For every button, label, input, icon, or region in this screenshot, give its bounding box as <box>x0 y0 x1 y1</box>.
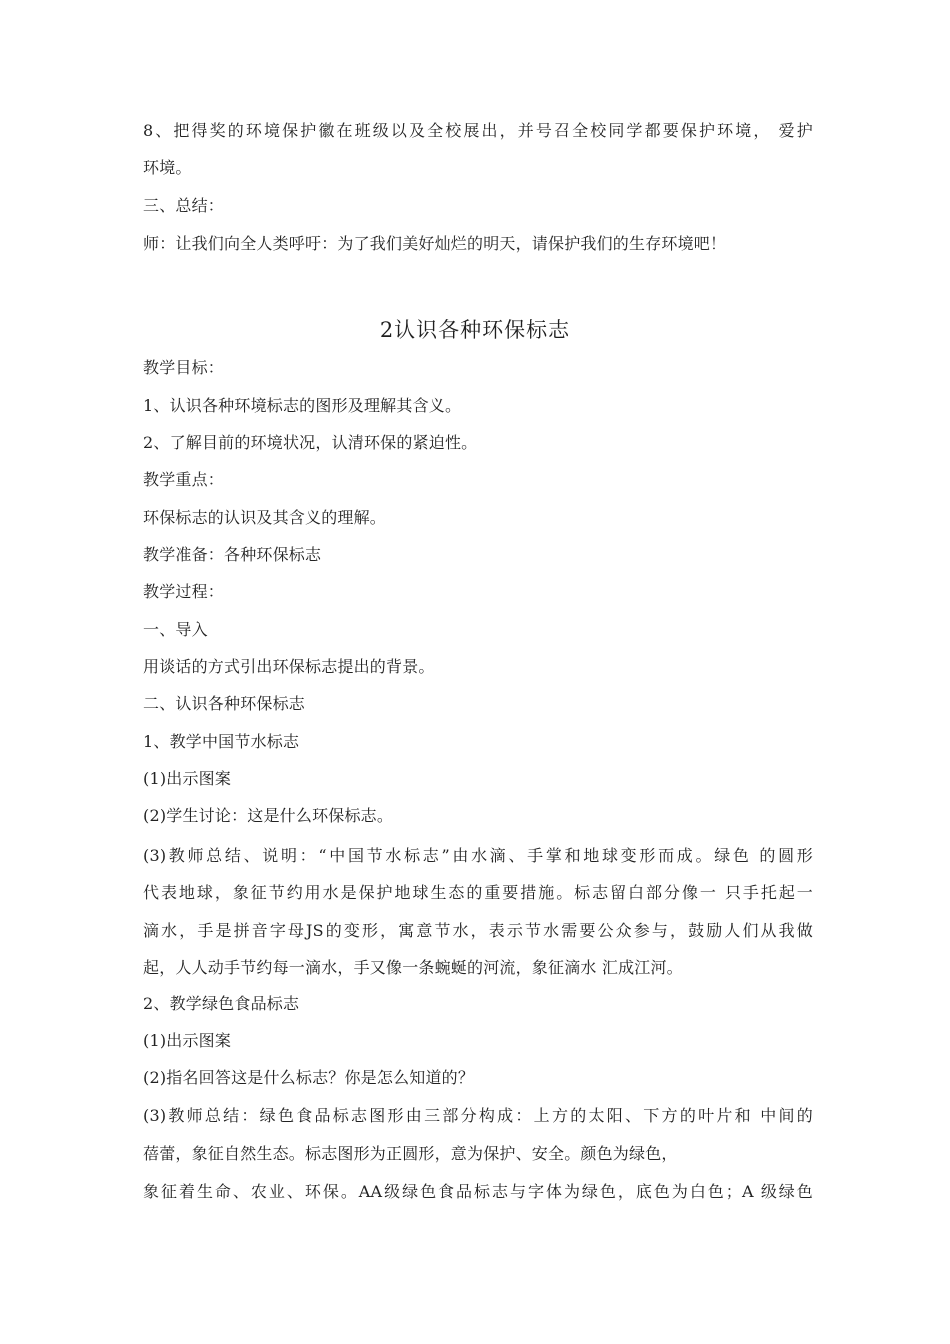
paragraph-line: 教学过程： <box>143 582 225 601</box>
paragraph-line: 2、了解目前的环境状况，认清环保的紧迫性。 <box>143 433 478 452</box>
paragraph-line: 2、教学绿色食品标志 <box>143 994 300 1013</box>
paragraph-line: 象征着生命、农业、环保。AA级绿色食品标志与字体为绿色，底色为白色；A 级绿色 <box>143 1182 813 1201</box>
paragraph-line: 教学目标： <box>143 358 225 377</box>
paragraph-line: 代表地球，象征节约用水是保护地球生态的重要措施。标志留白部分像一 只手托起一 <box>143 883 813 902</box>
section-title: 2认识各种环保标志 <box>379 318 571 342</box>
paragraph-line: 蓓蕾，象征自然生态。标志图形为正圆形，意为保护、安全。颜色为绿色， <box>143 1144 678 1163</box>
paragraph-line: (3)教师总结：绿色食品标志图形由三部分构成：上方的太阳、下方的叶片和 中间的 <box>143 1106 813 1125</box>
paragraph-line: 起，人人动手节约每一滴水，手又像一条蜿蜒的河流，象征滴水 汇成江河。 <box>143 958 683 977</box>
paragraph-line: 一、导入 <box>143 620 208 639</box>
paragraph-line: 环境。 <box>143 158 192 177</box>
paragraph-line: 环保标志的认识及其含义的理解。 <box>143 508 387 527</box>
paragraph-line: 三、总结： <box>143 196 225 215</box>
paragraph-line: 教学准备：各种环保标志 <box>143 545 322 564</box>
paragraph-line: 1、教学中国节水标志 <box>143 732 300 751</box>
paragraph-line: 8、把得奖的环境保护徽在班级以及全校展出，并号召全校同学都要保护环境， 爱护 <box>143 121 813 140</box>
paragraph-line: (3)教师总结、说明：“中国节水标志”由水滴、手掌和地球变形而成。绿色 的圆形 <box>143 846 813 865</box>
paragraph-line: 师：让我们向全人类呼吁：为了我们美好灿烂的明天，请保护我们的生存环境吧！ <box>143 234 727 253</box>
paragraph-line: (1)出示图案 <box>143 769 232 788</box>
paragraph-line: 滴水，手是拼音字母JS的变形，寓意节水，表示节水需要公众参与，鼓励人们从我做 <box>143 921 813 940</box>
paragraph-line: 教学重点： <box>143 470 225 489</box>
paragraph-line: 二、认识各种环保标志 <box>143 694 306 713</box>
paragraph-line: 1、认识各种环境标志的图形及理解其含义。 <box>143 396 462 415</box>
paragraph-line: (1)出示图案 <box>143 1031 232 1050</box>
paragraph-line: (2)指名回答这是什么标志？你是怎么知道的？ <box>143 1068 475 1087</box>
paragraph-line: 用谈话的方式引出环保标志提出的背景。 <box>143 657 435 676</box>
paragraph-line: (2)学生讨论：这是什么环保标志。 <box>143 806 394 825</box>
